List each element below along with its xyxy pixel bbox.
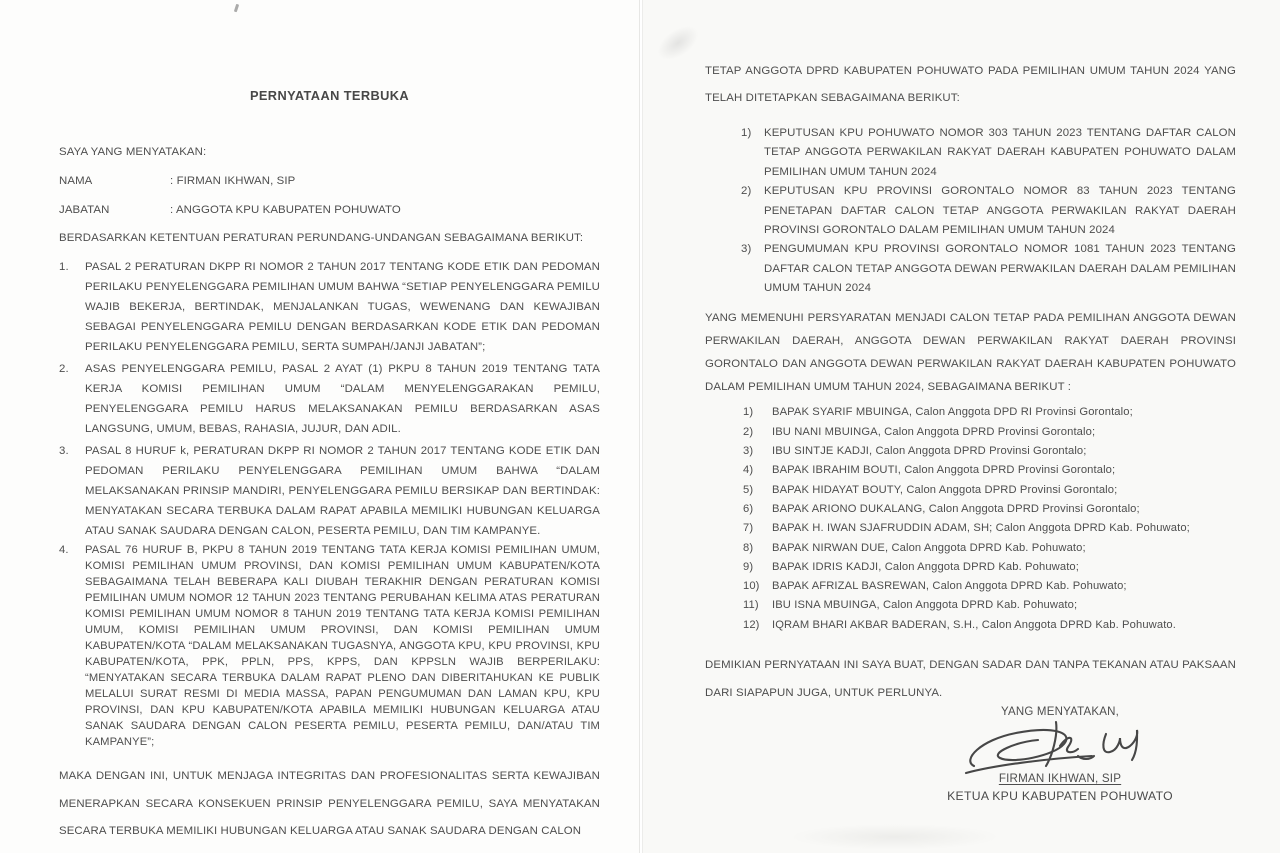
candidate-item-9 bbox=[743, 558, 1236, 577]
legal-item-2-number: 2. bbox=[59, 363, 69, 375]
candidate-10-number: 10) bbox=[743, 580, 760, 593]
candidate-6-text: BAPAK ARIONO DUKALANG, Calon Anggota DPRD Provinsi Gorontalo; bbox=[772, 502, 1140, 515]
candidate-8-number: 8) bbox=[743, 541, 754, 554]
candidate-7-text: BAPAK H. IWAN SJAFRUDDIN ADAM, SH; Calon Anggota DPRD Kab. Pohuwato; bbox=[772, 522, 1190, 535]
scan-smudge-bottom bbox=[790, 824, 1000, 850]
name-label: NAMA bbox=[59, 175, 93, 187]
candidate-item-2 bbox=[743, 423, 1236, 442]
signature-block bbox=[909, 706, 1211, 803]
candidate-4-number: 4) bbox=[743, 464, 754, 477]
decision-item-2 bbox=[741, 182, 1236, 240]
decision-item-1-text: KEPUTUSAN KPU POHUWATO NOMOR 303 TAHUN 2023 TENTANG DAFTAR CALON TETAP ANGGOTA PERWAKILAN RAKYAT DAERAH KABUPATEN POHUWATO DALAM PEMILIHAN UMUM TAHUN 2024 bbox=[764, 127, 1236, 178]
qualification-paragraph: YANG MEMENUHI PERSYARATAN MENJADI CALON TETAP PADA PEMILIHAN ANGGOTA DEWAN PERWAKILAN DAERAH, ANGGOTA DEWAN PERWAKILAN RAKYAT DAERAH PROVINSI GORONTALO DAN ANGGOTA DEWAN PERWAKILAN RAKYAT DAERAH KABUPATEN POHUWATO DALAM PEMILIHAN UMUM TAHUN 2024, SEBAGAIMANA BERIKUT : bbox=[705, 311, 1236, 394]
document-page-2 bbox=[643, 0, 1280, 853]
candidate-item-10 bbox=[743, 577, 1236, 596]
candidate-item-1 bbox=[743, 403, 1236, 422]
document-title: PERNYATAAN TERBUKA bbox=[249, 88, 410, 103]
continuation-paragraph: TETAP ANGGOTA DPRD KABUPATEN POHUWATO PADA PEMILIHAN UMUM TAHUN 2024 YANG TELAH DITETAPKAN SEBAGAIMANA BERIKUT: bbox=[705, 65, 1236, 104]
name-value: : FIRMAN IKHWAN, SIP bbox=[170, 175, 296, 187]
decision-item-3-number: 3) bbox=[741, 243, 752, 256]
position-value: : ANGGOTA KPU KABUPATEN POHUWATO bbox=[170, 204, 401, 216]
candidate-6-number: 6) bbox=[743, 502, 754, 515]
candidate-5-text: BAPAK HIDAYAT BOUTY, Calon Anggota DPRD Provinsi Gorontalo; bbox=[772, 483, 1118, 496]
decision-list bbox=[705, 124, 1236, 299]
candidate-11-text: IBU ISNA MBUINGA, Calon Anggota DPRD Kab. Pohuwato; bbox=[772, 599, 1078, 612]
final-statement-paragraph: DEMIKIAN PERNYATAAN INI SAYA BUAT, DENGAN SADAR DAN TANPA TEKANAN ATAU PAKSAAN DARI SIAPAPUN JUGA, UNTUK PERLUNYA. bbox=[705, 659, 1236, 699]
candidate-7-number: 7) bbox=[743, 522, 754, 535]
signatory-name: FIRMAN IKHWAN, SIP bbox=[998, 772, 1122, 785]
legal-item-1-number: 1. bbox=[59, 261, 69, 273]
candidate-1-text: BAPAK SYARIF MBUINGA, Calon Anggota DPD RI Provinsi Gorontalo; bbox=[772, 406, 1133, 419]
candidate-2-number: 2) bbox=[743, 425, 754, 438]
decision-item-1-number: 1) bbox=[741, 127, 752, 139]
candidate-5-number: 5) bbox=[743, 483, 754, 496]
signature-heading: YANG MENYATAKAN, bbox=[1000, 706, 1119, 718]
legal-basis-list bbox=[59, 257, 600, 750]
candidate-3-number: 3) bbox=[743, 445, 754, 458]
legal-item-1-text: PASAL 2 PERATURAN DKPP RI NOMOR 2 TAHUN 2017 TENTANG KODE ETIK DAN PEDOMAN PERILAKU PENYELENGGARA PEMILIHAN UMUM BAHWA “SETIAP PENYELENGGARA PEMILU WAJIB BEKERJA, BERTINDAK, MENJALANKAN TUGAS, WEWENANG DAN KEWAJIBAN SEBAGAI PENYELENGGARA PEMILU DENGAN BERDASARKAN KODE ETIK DAN PEDOMAN PERILAKU PENYELENGGARA PEMILU, SERTA SUMPAH/JANJI JABATAN”; bbox=[85, 261, 600, 353]
page-1-content bbox=[59, 0, 600, 846]
candidate-8-text: BAPAK NIRWAN DUE, Calon Anggota DPRD Kab. Pohuwato; bbox=[772, 541, 1086, 554]
candidate-4-text: BAPAK IBRAHIM BOUTI, Calon Anggota DPRD Provinsi Gorontalo; bbox=[772, 464, 1116, 477]
candidate-1-number: 1) bbox=[743, 406, 754, 419]
decision-item-3-text: PENGUMUMAN KPU PROVINSI GORONTALO NOMOR 1081 TAHUN 2023 TENTANG DAFTAR CALON TETAP ANGGOTA DEWAN PERWAKILAN DAERAH DALAM PEMILIHAN UMUM TAHUN 2024 bbox=[764, 243, 1236, 295]
legal-item-2-text: ASAS PENYELENGGARA PEMILU, PASAL 2 AYAT (1) PKPU 8 TAHUN 2019 TENTANG TATA KERJA KOMISI PEMILIHAN UMUM “DALAM MENYELENGGARAKAN PEMILU, PENYELENGGARA PEMILU HARUS MELAKSANAKAN PEMILU BERDASARKAN ASAS LANGSUNG, UMUM, BEBAS, RAHASIA, JUJUR, DAN ADIL. bbox=[85, 363, 600, 435]
candidate-item-3 bbox=[743, 442, 1236, 461]
candidate-3-text: IBU SINTJE KADJI, Calon Anggota DPRD Provinsi Gorontalo; bbox=[772, 445, 1087, 458]
legal-item-3 bbox=[59, 441, 600, 541]
page-1-closing-paragraph: MAKA DENGAN INI, UNTUK MENJAGA INTEGRITAS DAN PROFESIONALITAS SERTA KEWAJIBAN MENERAPKAN SECARA KONSEKUEN PRINSIP PENYELENGGARA PEMILU, SAYA MENYATAKAN SECARA TERBUKA MEMILIKI HUBUNGAN KELUARGA ATAU SANAK SAUDARA DENGAN CALON bbox=[59, 770, 600, 837]
position-label: JABATAN bbox=[59, 204, 110, 216]
legal-item-1 bbox=[59, 257, 600, 357]
candidate-9-text: BAPAK IDRIS KADJI, Calon Anggota DPRD Kab. Pohuwato; bbox=[772, 560, 1080, 573]
candidate-item-5 bbox=[743, 481, 1236, 500]
candidate-item-8 bbox=[743, 539, 1236, 558]
legal-item-4-text: PASAL 76 HURUF B, PKPU 8 TAHUN 2019 TENTANG TATA KERJA KOMISI PEMILIHAN UMUM, KOMISI PEMILIHAN UMUM PROVINSI, DAN KOMISI PEMILIHAN UMUM KABUPATEN/KOTA SEBAGAIMANA TELAH BEBERAPA KALI DIUBAH TERAKHIR DENGAN PERATURAN KOMISI PEMILIHAN UMUM NOMOR 12 TAHUN 2023 TENTANG PERUBAHAN KELIMA ATAS PERATURAN KOMISI PEMILIHAN UMUM NOMOR 8 TAHUN 2019 TENTANG TATA KERJA KOMISI PEMILIHAN UMUM, KOMISI PEMILIHAN UMUM PROVINSI, DAN KOMISI PEMILIHAN UMUM KABUPATEN/KOTA “DALAM MELAKSANAKAN TUGASNYA, ANGGOTA KPU, KPU PROVINSI, KPU KABUPATEN/KOTA, PPK, PPLN, PPS, KPPS, DAN KPPSLN WAJIB BERPERILAKU: “MENYATAKAN SECARA TERBUKA DALAM RAPAT PLENO DAN DIBERITAHUKAN KE PUBLIK MELALUI SURAT RESMI DI MEDIA MASSA, PAPAN PENGUMUMAN DAN LAMAN KPU, KPU PROVINSI, DAN KPU KABUPATEN/KOTA APABILA MEMILIKI HUBUNGAN KELUARGA ATAU SANAK SAUDARA DENGAN CALON PESERTA PEMILU, PESERTA PEMILU, DAN/ATAU TIM KAMPANYE”; bbox=[85, 544, 600, 748]
candidate-list bbox=[705, 403, 1236, 635]
candidate-11-number: 11) bbox=[743, 599, 759, 612]
legal-item-3-number: 3. bbox=[59, 445, 69, 457]
field-row-position bbox=[59, 204, 600, 216]
candidate-9-number: 9) bbox=[743, 560, 754, 573]
candidate-2-text: IBU NANI MBUINGA, Calon Anggota DPRD Provinsi Gorontalo; bbox=[772, 425, 1096, 438]
candidate-item-6 bbox=[743, 500, 1236, 519]
candidate-item-4 bbox=[743, 461, 1236, 480]
legal-basis-intro: BERDASARKAN KETENTUAN PERATURAN PERUNDANG-UNDANGAN SEBAGAIMANA BERIKUT: bbox=[59, 232, 584, 244]
candidate-item-7 bbox=[743, 519, 1236, 538]
legal-item-4-number: 4. bbox=[59, 544, 69, 556]
legal-item-4 bbox=[59, 542, 600, 750]
decision-item-2-number: 2) bbox=[741, 185, 752, 198]
field-row-name bbox=[59, 175, 600, 187]
signatory-title: KETUA KPU KABUPATEN POHUWATO bbox=[947, 789, 1173, 803]
candidate-12-number: 12) bbox=[743, 618, 760, 631]
candidate-12-text: IQRAM BHARI AKBAR BADERAN, S.H., Calon Anggota DPRD Kab. Pohuwato. bbox=[772, 618, 1176, 631]
legal-item-2 bbox=[59, 359, 600, 439]
candidate-10-text: BAPAK AFRIZAL BASREWAN, Calon Anggota DPRD Kab. Pohuwato; bbox=[772, 580, 1127, 593]
legal-item-3-text: PASAL 8 HURUF k, PERATURAN DKPP RI NOMOR 2 TAHUN 2017 TENTANG KODE ETIK DAN PEDOMAN PERILAKU PENYELENGGARA PEMILIHAN UMUM BAHWA “DALAM MELAKSANAKAN PRINSIP MANDIRI, PENYELENGGARA PEMILU BERSIKAP DAN BERTINDAK: MENYATAKAN SECARA TERBUKA DALAM RAPAT APABILA MEMILIKI HUBUNGAN KELUARGA ATAU SANAK SAUDARA DENGAN CALON, PESERTA PEMILU, DAN TIM KAMPANYE. bbox=[85, 445, 600, 537]
decision-item-2-text: KEPUTUSAN KPU PROVINSI GORONTALO NOMOR 83 TAHUN 2023 TENTANG PENETAPAN DAFTAR CALON TETAP ANGGOTA PERWAKILAN RAKYAT DAERAH PROVINSI GORONTALO DALAM PEMILIHAN UMUM TAHUN 2024 bbox=[764, 185, 1236, 237]
declarant-intro-label: SAYA YANG MENYATAKAN: bbox=[59, 146, 207, 158]
candidate-item-12 bbox=[743, 616, 1236, 635]
page-2-content bbox=[705, 0, 1236, 707]
decision-item-1 bbox=[741, 124, 1236, 182]
candidate-item-11 bbox=[743, 596, 1236, 615]
decision-item-3 bbox=[741, 240, 1236, 298]
